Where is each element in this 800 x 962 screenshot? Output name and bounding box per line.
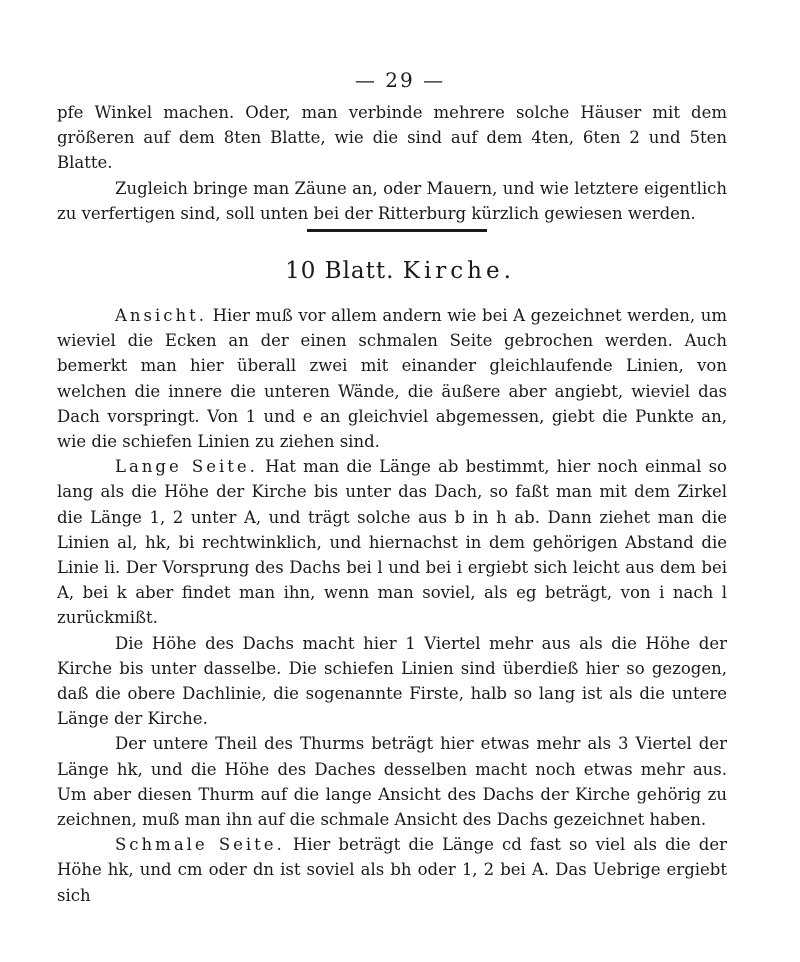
heading-blatt: Blatt.	[324, 258, 395, 284]
intro-paragraph: Zugleich bringe man Zäune an, oder Mauern, und wie letztere eigentlich zu verfertigen sind, soll unten bei der Ritterburg kürzlich gewiesen werden.	[57, 178, 727, 223]
paragraph-ansicht	[57, 303, 727, 454]
paragraph-dach-hoehe	[57, 631, 727, 732]
page-number: — 29 —	[354, 68, 446, 92]
paragraph-thurm	[57, 731, 727, 832]
paragraph-term: Ansicht.	[115, 306, 208, 325]
intro-text	[57, 100, 727, 226]
heading-title: Kirche.	[402, 258, 515, 284]
body-text	[57, 303, 727, 908]
paragraph-text: Hier beträgt die Länge cd fast so viel als die der Höhe hk, und cm oder dn ist soviel als bh oder 1, 2 bei A. Das Uebrige ergiebt sich	[57, 835, 727, 905]
intro-paragraph: pfe Winkel machen. Oder, man verbinde mehrere solche Häuser mit dem größeren auf dem 8ten Blatte, wie die sind auf dem 4ten, 6ten 2 und 5ten Blatte.	[57, 103, 727, 173]
paragraph-lange-seite	[57, 454, 727, 630]
paragraph-text: Hier muß vor allem andern wie bei A gezeichnet werden, um wieviel die Ecken an der einen schmalen Seite gebrochen werden. Auch bemerkt man hier überall zwei mit einander gleichlaufende Linien, von welchen die innere die unteren Wände, die äußere aber angiebt, wieviel das Dach vorspringt. Von 1 und e an gleichviel abgemessen, giebt die Punkte an, wie die schiefen Linien zu ziehen sind.	[57, 306, 727, 452]
paragraph-term: Schmale Seite.	[115, 835, 285, 855]
paragraph-text: Die Höhe des Dachs macht hier 1 Viertel mehr aus als die Höhe der Kirche bis unter dasselbe. Die schiefen Linien sind überdieß hier so gezogen, daß die obere Dachlinie, die sogenannte Firste, halb so lang ist als die untere Länge der Kirche.	[57, 633, 727, 729]
section-heading	[0, 258, 800, 284]
section-divider	[307, 229, 487, 232]
paragraph-text: Der untere Theil des Thurms beträgt hier etwas mehr als 3 Viertel der Länge hk, und die Höhe des Daches desselben macht noch etwas mehr aus. Um aber diesen Thurm auf die lange Ansicht des Dachs der Kirche gehörig zu zeichnen, muß man ihn auf die schmale Ansicht des Dachs gezeichnet haben.	[57, 734, 727, 830]
paragraph-text: Hat man die Länge ab bestimmt, hier noch einmal so lang als die Höhe der Kirche bis unter das Dach, so faßt man mit dem Zirkel die Länge 1, 2 unter A, und trägt solche aus b in h ab. Dann ziehet man die Linien al, hk, bi rechtwinklich, und hiernachst in dem gehörigen Abstand die Linie li. Der Vorsprung des Dachs bei l und bei i ergiebt sich leicht aus dem bei A, bei k aber findet man ihn, wenn man soviel, als eg beträgt, von i nach l zurückmißt.	[57, 457, 727, 628]
paragraph-schmale-seite	[57, 832, 727, 908]
heading-number: 10	[285, 258, 317, 284]
paragraph-term: Lange Seite.	[115, 457, 258, 477]
